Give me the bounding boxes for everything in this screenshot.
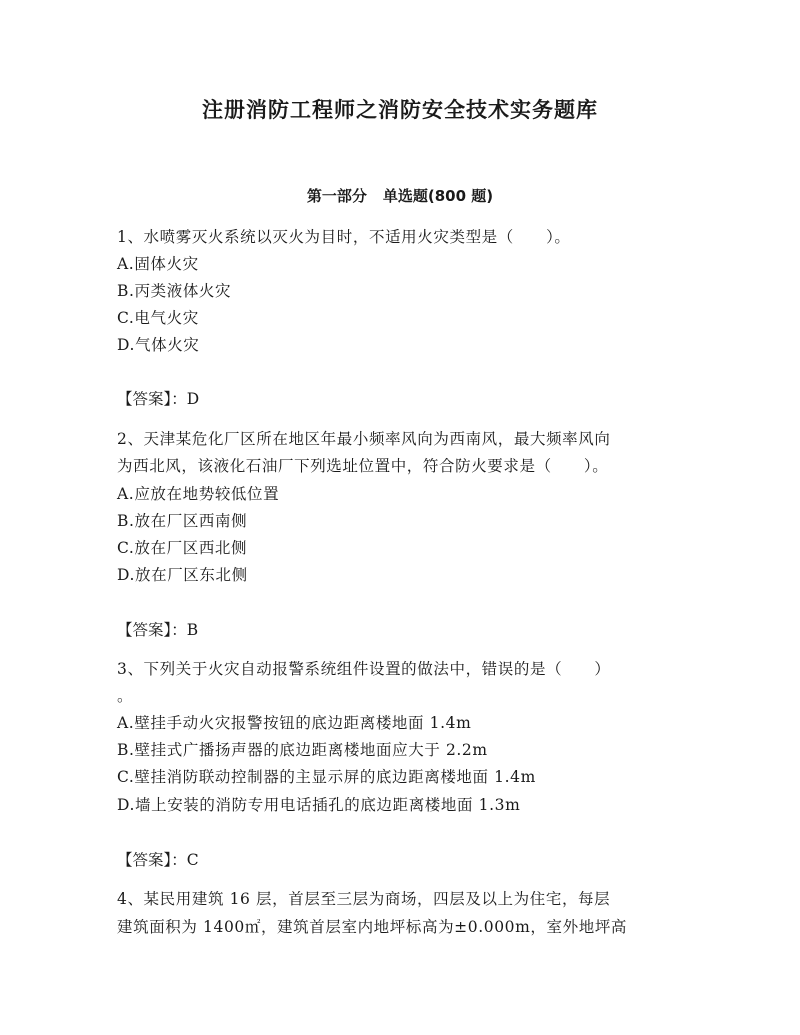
question-3-option-b: B.壁挂式广播扬声器的底边距离楼地面应大于 2.2m — [117, 741, 488, 759]
question-1-option-b: B.丙类液体火灾 — [117, 282, 232, 300]
question-1-stem-line-1: 1、水喷雾灭火系统以灭火为目时，不适用火灾类型是（ ）。 — [117, 228, 571, 246]
question-2-option-d: D.放在厂区东北侧 — [117, 566, 248, 584]
question-4-stem-line-2: 建筑面积为 1400㎡，建筑首层室内地坪标高为±0.000m，室外地坪高 — [117, 918, 628, 936]
question-2-stem-line-1: 2、天津某危化厂区所在地区年最小频率风向为西南风，最大频率风向 — [117, 430, 611, 448]
section-part-label: 第一部分 — [306, 187, 367, 205]
section-type-label: 单选题(800 题) — [382, 187, 494, 205]
question-3-option-d: D.墙上安装的消防专用电话插孔的底边距离楼地面 1.3m — [117, 796, 521, 814]
question-1-option-a: A.固体火灾 — [117, 255, 199, 273]
section-title — [0, 185, 800, 206]
question-3-stem-line-2: 。 — [117, 687, 134, 705]
question-3-option-a: A.壁挂手动火灾报警按钮的底边距离楼地面 1.4m — [117, 714, 472, 732]
question-2-option-a: A.应放在地势较低位置 — [117, 485, 280, 503]
document-title: 注册消防工程师之消防安全技术实务题库 — [202, 98, 598, 122]
question-1-answer: 【答案】：D — [117, 390, 200, 408]
question-1-option-d: D.气体火灾 — [117, 336, 200, 354]
question-3-stem-line-1: 3、下列关于火灾自动报警系统组件设置的做法中，错误的是（ ） — [117, 660, 611, 678]
question-2-option-b: B.放在厂区西南侧 — [117, 512, 248, 530]
question-3-option-c: C.壁挂消防联动控制器的主显示屏的底边距离楼地面 1.4m — [117, 768, 536, 786]
question-2-option-c: C.放在厂区西北侧 — [117, 539, 248, 557]
question-4-stem-line-1: 4、某民用建筑 16 层，首层至三层为商场，四层及以上为住宅，每层 — [117, 890, 611, 908]
question-3-answer: 【答案】：C — [117, 851, 199, 869]
question-2-answer: 【答案】：B — [117, 621, 199, 639]
question-1-option-c: C.电气火灾 — [117, 309, 199, 327]
question-2-stem-line-2: 为西北风，该液化石油厂下列选址位置中，符合防火要求是（ ）。 — [117, 457, 609, 475]
